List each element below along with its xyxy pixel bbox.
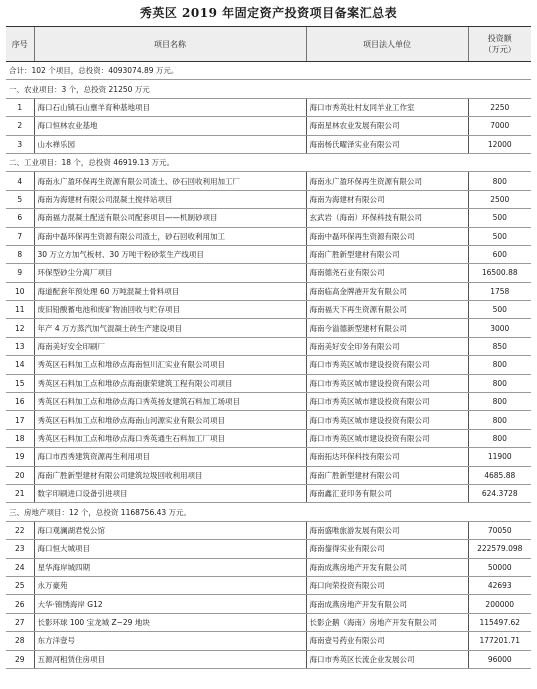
cell-amount: 624.3728: [468, 484, 531, 502]
cell-project-name: 海南广胜新型建材有限公司建筑垃圾回收利用项目: [34, 466, 306, 484]
section-heading: 二、工业项目：18 个，总投资 46919.13 万元。: [6, 153, 531, 171]
header-amount: [468, 27, 531, 62]
table-row: [6, 650, 531, 668]
cell-amount: 800: [468, 429, 531, 447]
cell-legal-unit: 玄武岩（海南）环保科技有限公司: [306, 209, 468, 227]
cell-project-name: 海口观澜湖君悦公馆: [34, 521, 306, 539]
table-row: [6, 301, 531, 319]
table-row: [6, 466, 531, 484]
header-name: 项目名称: [34, 27, 306, 62]
cell-project-name: 海南福力混凝土配送有限公司配套项目——机制砂项目: [34, 209, 306, 227]
cell-no: 13: [6, 337, 34, 355]
cell-legal-unit: 海口市秀英区长流企业发展公司: [306, 650, 468, 668]
cell-no: 14: [6, 356, 34, 374]
cell-legal-unit: 海南鋆得实业有限公司: [306, 540, 468, 558]
cell-amount: 50000: [468, 558, 531, 576]
cell-project-name: 海口石山镇石山壅羊育种基地项目: [34, 98, 306, 116]
table-row: [6, 356, 531, 374]
cell-legal-unit: 海南成燕房地产开发有限公司: [306, 595, 468, 613]
cell-no: 22: [6, 521, 34, 539]
cell-project-name: 秀英区石料加工点和堆砂点海南康荣建筑工程有限公司项目: [34, 374, 306, 392]
cell-amount: 500: [468, 301, 531, 319]
cell-project-name: 秀英区石料加工点和堆砂点海南恒川汇实业有限公司项目: [34, 356, 306, 374]
summary-row: [6, 62, 531, 80]
cell-no: 20: [6, 466, 34, 484]
cell-legal-unit: 海南广胜新型建材有限公司: [306, 245, 468, 263]
cell-project-name: 年产 4 万方蒸汽加气混凝土砖生产建设项目: [34, 319, 306, 337]
cell-amount: 7000: [468, 117, 531, 135]
cell-amount: 222579.098: [468, 540, 531, 558]
cell-legal-unit: 海南壹号药业有限公司: [306, 632, 468, 650]
cell-legal-unit: 海口市秀英区城市建设投资有限公司: [306, 411, 468, 429]
cell-amount: 70050: [468, 521, 531, 539]
cell-no: 2: [6, 117, 34, 135]
cell-amount: 96000: [468, 650, 531, 668]
cell-legal-unit: 海南美好安全印务有限公司: [306, 337, 468, 355]
cell-no: 16: [6, 393, 34, 411]
table-row: [6, 521, 531, 539]
cell-amount: 12000: [468, 135, 531, 153]
cell-amount: 800: [468, 374, 531, 392]
cell-project-name: 海南中磊环保再生资源有限公司渣土，砂石回收利用加工: [34, 227, 306, 245]
cell-project-name: 海口恒林农业基地: [34, 117, 306, 135]
cell-no: 6: [6, 209, 34, 227]
summary-text: 合计：102 个项目，总投资：4093074.89 万元。: [6, 62, 531, 80]
cell-project-name: 长影环球 100 宝龙城 Z−29 地块: [34, 613, 306, 631]
cell-amount: 2250: [468, 98, 531, 116]
header-amount-line2: （万元）: [483, 45, 516, 54]
cell-amount: 16500.88: [468, 264, 531, 282]
cell-amount: 500: [468, 227, 531, 245]
table-header-row: [6, 27, 531, 62]
cell-amount: 11900: [468, 448, 531, 466]
cell-no: 17: [6, 411, 34, 429]
cell-amount: 800: [468, 356, 531, 374]
cell-project-name: 海口恒大城项目: [34, 540, 306, 558]
cell-project-name: 30 万立方加气板材、30 万吨干粉砂浆生产线项目: [34, 245, 306, 263]
cell-legal-unit: 海南临高金牌港开发有限公司: [306, 282, 468, 300]
cell-no: 9: [6, 264, 34, 282]
cell-legal-unit: 海南德尧石业有限公司: [306, 264, 468, 282]
cell-no: 10: [6, 282, 34, 300]
table-row: [6, 337, 531, 355]
table-row: [6, 576, 531, 594]
cell-legal-unit: 海口市秀英壮村友同羊业工作室: [306, 98, 468, 116]
cell-no: 11: [6, 301, 34, 319]
cell-project-name: 海道配套年预处理 60 万吨混凝土骨料项目: [34, 282, 306, 300]
cell-legal-unit: 海南为海建材有限公司: [306, 190, 468, 208]
cell-no: 23: [6, 540, 34, 558]
header-no: 序号: [6, 27, 34, 62]
cell-project-name: 秀英区石料加工点和堆砂点海口秀英通生石料加工厂项目: [34, 429, 306, 447]
cell-no: 24: [6, 558, 34, 576]
cell-amount: 200000: [468, 595, 531, 613]
cell-no: 19: [6, 448, 34, 466]
section-heading: 一、农业项目：3 个，总投资 21250 万元: [6, 80, 531, 98]
table-row: [6, 411, 531, 429]
cell-legal-unit: 海南福天下再生资源有限公司: [306, 301, 468, 319]
cell-amount: 600: [468, 245, 531, 263]
cell-legal-unit: 海南星林农业发展有限公司: [306, 117, 468, 135]
cell-project-name: 永万豪苑: [34, 576, 306, 594]
cell-no: 28: [6, 632, 34, 650]
table-row: [6, 245, 531, 263]
cell-project-name: 大华·锦绣海岸 G12: [34, 595, 306, 613]
cell-project-name: 海南美好安全印刷厂: [34, 337, 306, 355]
cell-amount: 850: [468, 337, 531, 355]
cell-no: 26: [6, 595, 34, 613]
table-row: [6, 632, 531, 650]
cell-no: 7: [6, 227, 34, 245]
cell-legal-unit: 海南杨氏曜泽实业有限公司: [306, 135, 468, 153]
section-heading: 三、房地产项目：12 个，总投资 1168756.43 万元。: [6, 503, 531, 521]
project-table: [6, 26, 531, 669]
table-row: [6, 227, 531, 245]
table-row: [6, 393, 531, 411]
cell-no: 3: [6, 135, 34, 153]
cell-legal-unit: 海南中磊环保再生资源有限公司: [306, 227, 468, 245]
cell-legal-unit: 海南今溢德新型建材有限公司: [306, 319, 468, 337]
cell-no: 25: [6, 576, 34, 594]
cell-amount: 800: [468, 411, 531, 429]
cell-project-name: 秀英区石料加工点和堆砂点海南山河源实业有限公司项目: [34, 411, 306, 429]
cell-no: 4: [6, 172, 34, 190]
table-row: [6, 135, 531, 153]
table-row: [6, 319, 531, 337]
table-row: [6, 613, 531, 631]
table-row: [6, 282, 531, 300]
cell-amount: 42693: [468, 576, 531, 594]
table-row: [6, 209, 531, 227]
table-row: [6, 374, 531, 392]
table-row: [6, 172, 531, 190]
cell-legal-unit: 海南拓达环保科技有限公司: [306, 448, 468, 466]
cell-no: 12: [6, 319, 34, 337]
cell-no: 18: [6, 429, 34, 447]
cell-project-name: 海南永广盈环保再生资源有限公司渣土、砂石回收利用加工厂: [34, 172, 306, 190]
cell-project-name: 废旧铅酸蓄电池和废矿物油回收与贮存项目: [34, 301, 306, 319]
cell-project-name: 东方洋壹号: [34, 632, 306, 650]
cell-amount: 800: [468, 172, 531, 190]
section-heading-row: [6, 80, 531, 98]
section-heading-row: [6, 503, 531, 521]
table-row: [6, 448, 531, 466]
cell-legal-unit: 海口市秀英区城市建设投资有限公司: [306, 374, 468, 392]
cell-legal-unit: 海口向荣投资有限公司: [306, 576, 468, 594]
cell-project-name: 数字印刷进口设备引进项目: [34, 484, 306, 502]
section-heading-row: [6, 153, 531, 171]
cell-amount: 177201.71: [468, 632, 531, 650]
cell-amount: 2500: [468, 190, 531, 208]
cell-project-name: 山水禅乐园: [34, 135, 306, 153]
cell-legal-unit: 海南盛唯旅游发展有限公司: [306, 521, 468, 539]
cell-no: 1: [6, 98, 34, 116]
cell-project-name: 秀英区石料加工点和堆砂点海口秀英扬友建筑石料加工场项目: [34, 393, 306, 411]
table-row: [6, 595, 531, 613]
cell-legal-unit: 海口市秀英区城市建设投资有限公司: [306, 356, 468, 374]
table-row: [6, 558, 531, 576]
cell-amount: 4685.88: [468, 466, 531, 484]
table-row: [6, 540, 531, 558]
cell-project-name: 海口市西秀建筑资源再生利用项目: [34, 448, 306, 466]
header-unit: 项目法人单位: [306, 27, 468, 62]
header-amount-line1: 投资额: [487, 34, 512, 43]
cell-no: 29: [6, 650, 34, 668]
cell-project-name: 环保型砂尘分离厂项目: [34, 264, 306, 282]
cell-no: 15: [6, 374, 34, 392]
cell-legal-unit: 海口市秀英区城市建设投资有限公司: [306, 429, 468, 447]
cell-project-name: 五源河租赁住房项目: [34, 650, 306, 668]
cell-legal-unit: 海南成燕房地产开发有限公司: [306, 558, 468, 576]
cell-project-name: 星华海岸城四期: [34, 558, 306, 576]
cell-amount: 115497.62: [468, 613, 531, 631]
cell-no: 21: [6, 484, 34, 502]
cell-amount: 3000: [468, 319, 531, 337]
page-title: 秀英区 2019 年固定资产投资项目备案汇总表: [139, 6, 398, 20]
cell-no: 27: [6, 613, 34, 631]
cell-amount: 1758: [468, 282, 531, 300]
table-row: [6, 98, 531, 116]
table-row: [6, 190, 531, 208]
table-row: [6, 484, 531, 502]
cell-legal-unit: 海南广胜新型建材有限公司: [306, 466, 468, 484]
cell-amount: 800: [468, 393, 531, 411]
cell-amount: 500: [468, 209, 531, 227]
table-body: [6, 62, 531, 669]
cell-no: 8: [6, 245, 34, 263]
table-row: [6, 264, 531, 282]
cell-legal-unit: 海南鑫汇亚印务有限公司: [306, 484, 468, 502]
cell-legal-unit: 海南永广盈环保再生资源有限公司: [306, 172, 468, 190]
cell-legal-unit: 海口市秀英区城市建设投资有限公司: [306, 393, 468, 411]
cell-no: 5: [6, 190, 34, 208]
cell-legal-unit: 长影企鹅（海南）房地产开发有限公司: [306, 613, 468, 631]
cell-project-name: 海南为海建材有限公司混凝土搅拌站项目: [34, 190, 306, 208]
table-row: [6, 117, 531, 135]
table-row: [6, 429, 531, 447]
